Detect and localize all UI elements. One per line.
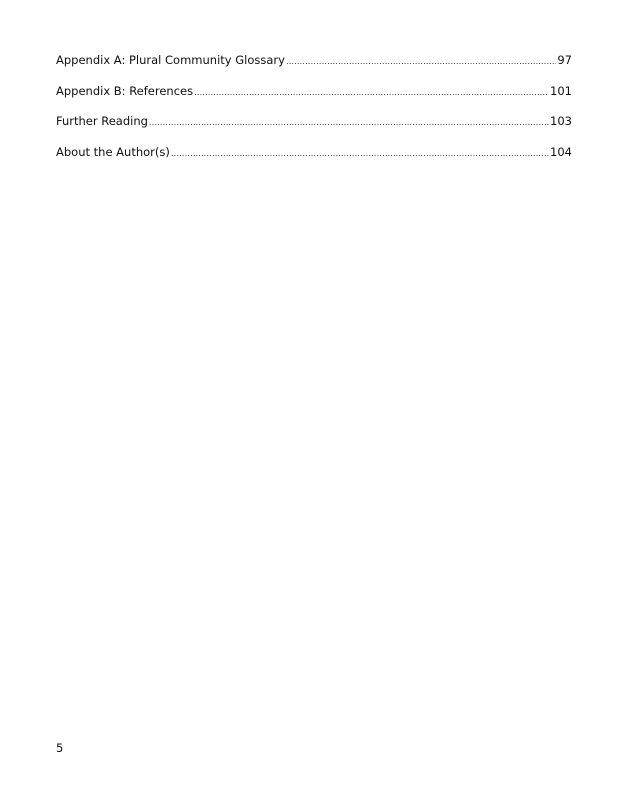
table-of-contents — [56, 52, 572, 174]
toc-entry-title: About the Author(s) — [56, 144, 170, 159]
toc-entry-title: Appendix B: References — [56, 83, 194, 98]
toc-dot-leader — [194, 85, 549, 101]
toc-entry-appendix-b[interactable] — [56, 83, 572, 114]
toc-entry-appendix-a[interactable] — [56, 52, 572, 83]
toc-dot-leader — [171, 146, 549, 162]
toc-entry-further-reading[interactable] — [56, 113, 572, 144]
toc-entry-title: Appendix A: Plural Community Glossary — [56, 53, 285, 67]
toc-entry-page-number: 103 — [550, 114, 572, 128]
toc-entry-title: Further Reading — [56, 114, 148, 128]
toc-entry-page-number: 104 — [550, 144, 572, 159]
toc-entry-about-the-authors[interactable] — [56, 144, 572, 175]
toc-entry-page-number: 97 — [557, 53, 572, 67]
toc-dot-leader — [286, 54, 556, 70]
page-number: 5 — [56, 741, 64, 755]
toc-entry-page-number: 101 — [550, 83, 572, 98]
toc-dot-leader — [149, 115, 549, 131]
